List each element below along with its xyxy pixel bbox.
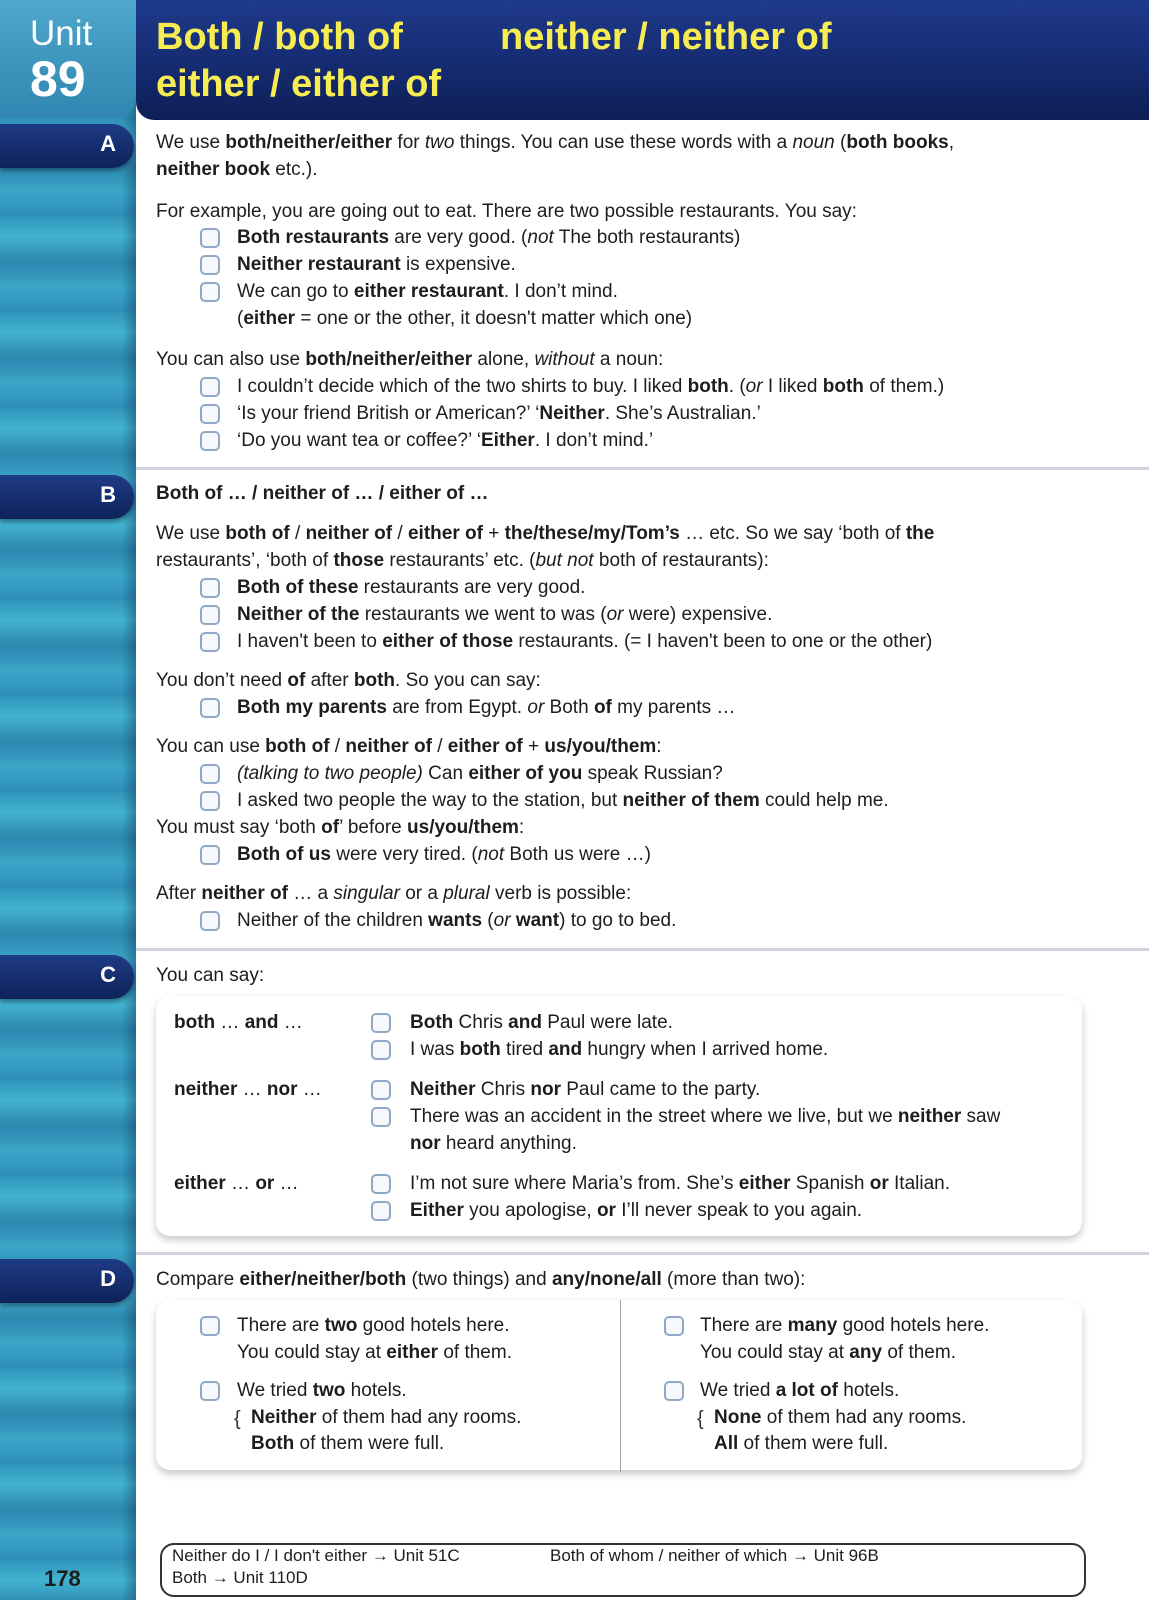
b-example-6: I asked two people the way to the station, but neither of them could help me. [237, 790, 889, 811]
a-alone: You can also use both/neither/either alone, without a noun: [156, 349, 664, 370]
bullet [371, 1201, 391, 1221]
title-either: either / either of [156, 63, 442, 105]
d-right-2a: We tried a lot of hotels. [700, 1380, 900, 1401]
brace-left: { [234, 1408, 241, 1430]
a-example-3-note: (either = one or the other, it doesn't matter which one) [237, 308, 693, 329]
c-example-2c: nor heard anything. [410, 1133, 577, 1154]
title-both: Both / both of [156, 16, 403, 58]
a-for-example: For example, you are going out to eat. There are two possible restaurants. You say: [156, 201, 857, 222]
unit-number: 89 [30, 51, 86, 107]
bullet [200, 698, 220, 718]
bullet [371, 1040, 391, 1060]
d-column-divider [620, 1300, 621, 1472]
page-number: 178 [44, 1566, 81, 1591]
b-after: After neither of … a singular or a plural verb is possible: [156, 883, 632, 904]
b-dont-need: You don’t need of after both. So you can say: [156, 670, 541, 691]
left-strip [0, 0, 136, 1600]
c-example-2b: There was an accident in the street where we live, but we neither saw [410, 1106, 1001, 1127]
d-intro: Compare either/neither/both (two things) and any/none/all (more than two): [156, 1269, 806, 1290]
d-left-2b: Neither of them had any rooms. [251, 1407, 522, 1428]
c-label-either-or: either … or … [174, 1173, 299, 1194]
divider-bc [136, 948, 1149, 951]
d-left-1a: There are two good hotels here. [237, 1315, 510, 1336]
bullet [371, 1107, 391, 1127]
bullet [664, 1316, 684, 1336]
bullet [200, 632, 220, 652]
brace-right: { [697, 1408, 704, 1430]
section-tab-a: A [0, 124, 134, 168]
a-intro-line-2: neither book etc.). [156, 159, 318, 180]
a-example-4: I couldn’t decide which of the two shirts to buy. I liked both. (or I liked both of them.) [237, 376, 945, 397]
b-example-4: Both my parents are from Egypt. or Both of my parents … [237, 697, 736, 718]
b-use-line-1: We use both of / neither of / either of + the/these/my/Tom’s … etc. So we say ‘both of the [156, 523, 935, 544]
bullet [200, 605, 220, 625]
bullet [371, 1013, 391, 1033]
a-example-6: ‘Do you want tea or coffee?’ ‘Either. I don’t mind.’ [237, 430, 654, 451]
bullet [200, 791, 220, 811]
bullet [200, 911, 220, 931]
c-example-1a: Both Chris and Paul were late. [410, 1012, 673, 1033]
bullet [200, 282, 220, 302]
unit-label: Unit [30, 14, 93, 53]
title-neither: neither / neither of [500, 16, 832, 58]
section-tab-d: D [0, 1259, 134, 1303]
c-example-1b: I was both tired and hungry when I arrived home. [410, 1039, 829, 1060]
bullet [200, 431, 220, 451]
a-example-5: ‘Is your friend British or American?’ ‘Neither. She’s Australian.’ [237, 403, 761, 424]
bullet [200, 228, 220, 248]
d-left-1b: You could stay at either of them. [237, 1342, 512, 1363]
b-example-1: Both of these restaurants are very good. [237, 577, 586, 598]
d-left-2a: We tried two hotels. [237, 1380, 407, 1401]
b-example-5: (talking to two people) Can either of you speak Russian? [237, 763, 723, 784]
d-left-2c: Both of them were full. [251, 1433, 445, 1454]
d-right-1a: There are many good hotels here. [700, 1315, 990, 1336]
b-must-say: You must say ‘both of’ before us/you/them: [156, 817, 525, 838]
b-example-8: Neither of the children wants (or want) to go to bed. [237, 910, 677, 931]
d-right-2c: All of them were full. [714, 1433, 889, 1454]
c-example-3b: Either you apologise, or I’ll never speak to you again. [410, 1200, 863, 1221]
c-label-neither-nor: neither … nor … [174, 1079, 322, 1100]
b-can-use: You can use both of / neither of / either of + us/you/them: [156, 736, 662, 757]
c-intro: You can say: [156, 965, 265, 986]
b-example-2: Neither of the restaurants we went to was (or were) expensive. [237, 604, 773, 625]
xref-both[interactable]: Both → Unit 110D [172, 1568, 308, 1587]
divider-cd [136, 1252, 1149, 1255]
divider-ab [136, 467, 1149, 470]
a-example-3: We can go to either restaurant. I don’t mind. [237, 281, 618, 302]
bullet [371, 1174, 391, 1194]
d-right-1b: You could stay at any of them. [700, 1342, 956, 1363]
bullet [200, 1316, 220, 1336]
strip-shade [122, 0, 136, 1600]
d-right-2b: None of them had any rooms. [714, 1407, 967, 1428]
b-use-line-2: restaurants’, ‘both of those restaurants’ etc. (but not both of restaurants): [156, 550, 769, 571]
bullet [664, 1381, 684, 1401]
b-heading: Both of … / neither of … / either of … [156, 483, 489, 504]
bullet [200, 845, 220, 865]
c-example-2a: Neither Chris nor Paul came to the party. [410, 1079, 761, 1100]
section-tab-c: C [0, 955, 134, 999]
b-example-3: I haven't been to either of those restaurants. (= I haven't been to one or the other) [237, 631, 933, 652]
unit-box [0, 0, 136, 118]
bullet [200, 1381, 220, 1401]
b-example-7: Both of us were very tired. (not Both us were …) [237, 844, 651, 865]
bullet [200, 764, 220, 784]
a-example-2: Neither restaurant is expensive. [237, 254, 516, 275]
a-example-1: Both restaurants are very good. (not The both restaurants) [237, 227, 741, 248]
bullet [371, 1080, 391, 1100]
bullet [200, 255, 220, 275]
section-tab-b: B [0, 475, 134, 519]
c-example-3a: I’m not sure where Maria’s from. She’s either Spanish or Italian. [410, 1173, 951, 1194]
xref-both-of-whom[interactable]: Both of whom / neither of which → Unit 96B [550, 1546, 879, 1565]
c-label-both-and: both … and … [174, 1012, 303, 1033]
a-intro-line-1: We use both/neither/either for two things. You can use these words with a noun (both books, [156, 132, 955, 153]
bullet [200, 578, 220, 598]
bullet [200, 404, 220, 424]
xref-neither-do-i[interactable]: Neither do I / I don't either → Unit 51C [172, 1546, 460, 1565]
bullet [200, 377, 220, 397]
